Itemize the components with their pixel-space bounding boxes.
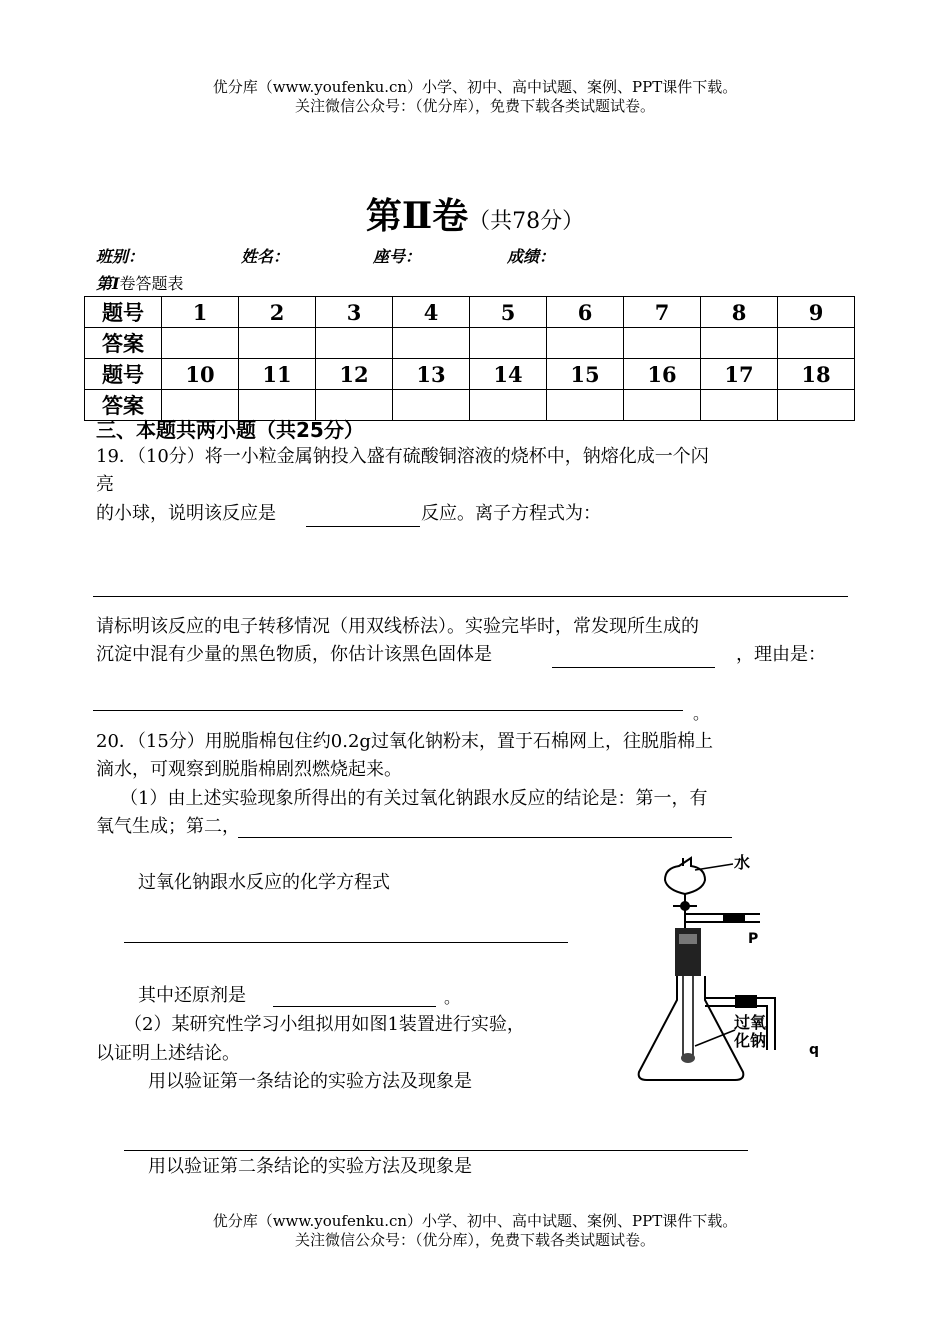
question-number: 13 bbox=[393, 359, 470, 390]
footer-line-1: 优分库（www.youfenku.cn）小学、初中、高中试题、案例、PPT课件下载。 bbox=[212, 1212, 738, 1230]
answer-cell[interactable] bbox=[701, 390, 778, 421]
row-label-answer: 答案 bbox=[85, 328, 162, 359]
stopper-band bbox=[679, 934, 697, 944]
question-number: 5 bbox=[470, 297, 547, 328]
apparatus-figure bbox=[625, 850, 835, 1090]
q19-line-3b: 反应。离子方程式为： bbox=[421, 503, 601, 524]
sodium-peroxide-powder bbox=[681, 1053, 695, 1063]
q20-line-5: 过氧化钠跟水反应的化学方程式 bbox=[138, 872, 390, 893]
q20-line-6a: 其中还原剂是 bbox=[138, 985, 246, 1006]
answer-cell[interactable] bbox=[239, 328, 316, 359]
q20-line-4: 氧气生成；第二， bbox=[96, 816, 240, 837]
table-caption-prefix: 第Ⅰ bbox=[96, 274, 120, 293]
q19-period: 。 bbox=[693, 704, 710, 723]
blank-first-method[interactable] bbox=[124, 1150, 748, 1151]
answer-cell[interactable] bbox=[316, 328, 393, 359]
blank-reason[interactable] bbox=[93, 710, 683, 711]
title-main: 第Ⅱ卷 bbox=[365, 195, 469, 237]
question-number: 9 bbox=[778, 297, 855, 328]
delivery-tube-p bbox=[685, 913, 760, 923]
blank-reducing-agent[interactable] bbox=[273, 1006, 436, 1007]
label-peroxide-2: 化钠 bbox=[734, 1031, 767, 1050]
q20-line-6b: 。 bbox=[444, 988, 461, 1007]
question-number: 11 bbox=[239, 359, 316, 390]
q20-line-10: 用以验证第二条结论的实验方法及现象是 bbox=[148, 1156, 472, 1177]
header-line-2: 关注微信公众号：（优分库），免费下载各类试题试卷。 bbox=[294, 97, 655, 115]
answer-cell[interactable] bbox=[470, 390, 547, 421]
row-label-answer: 答案 bbox=[85, 390, 162, 421]
label-q: q bbox=[809, 1042, 820, 1058]
question-number: 1 bbox=[162, 297, 239, 328]
footer-line-2: 关注微信公众号：（优分库），免费下载各类试题试卷。 bbox=[294, 1231, 655, 1249]
seat-label: 座号： bbox=[373, 247, 422, 266]
page-title bbox=[0, 188, 950, 239]
table-caption-rest: 卷答题表 bbox=[119, 274, 184, 293]
table-row bbox=[85, 328, 855, 359]
q19-line-1: 19．（10分）将一小粒金属钠投入盛有硫酸铜溶液的烧杯中，钠熔化成一个闪 bbox=[96, 446, 709, 467]
question-number: 7 bbox=[624, 297, 701, 328]
q19-line-5a: 沉淀中混有少量的黑色物质，你估计该黑色固体是 bbox=[96, 644, 492, 665]
q20-line-1: 20．（15分）用脱脂棉包住约0.2g过氧化钠粉末，置于石棉网上，往脱脂棉上 bbox=[96, 731, 713, 752]
table-caption bbox=[96, 271, 184, 294]
conical-flask bbox=[639, 976, 744, 1080]
water-pointer bbox=[695, 864, 733, 870]
question-number: 16 bbox=[624, 359, 701, 390]
question-number: 15 bbox=[547, 359, 624, 390]
question-number: 14 bbox=[470, 359, 547, 390]
q19-line-5b: ，理由是： bbox=[736, 644, 826, 665]
label-peroxide-1: 过氧 bbox=[734, 1013, 767, 1032]
answer-cell[interactable] bbox=[701, 328, 778, 359]
title-sub: （共78分） bbox=[468, 209, 585, 234]
q20-line-8: 以证明上述结论。 bbox=[96, 1043, 240, 1064]
question-number: 10 bbox=[162, 359, 239, 390]
question-number: 12 bbox=[316, 359, 393, 390]
question-number: 17 bbox=[701, 359, 778, 390]
answer-cell[interactable] bbox=[470, 328, 547, 359]
blank-black-solid[interactable] bbox=[552, 667, 715, 668]
answer-cell[interactable] bbox=[624, 390, 701, 421]
row-label-number: 题号 bbox=[85, 359, 162, 390]
table-row bbox=[85, 359, 855, 390]
answer-cell[interactable] bbox=[393, 390, 470, 421]
answer-table bbox=[84, 296, 855, 421]
test-tube bbox=[683, 976, 693, 1060]
label-water: 水 bbox=[734, 853, 751, 872]
question-number: 2 bbox=[239, 297, 316, 328]
answer-cell[interactable] bbox=[624, 328, 701, 359]
answer-cell[interactable] bbox=[162, 328, 239, 359]
class-label: 班别： bbox=[96, 247, 145, 266]
answer-cell[interactable] bbox=[547, 328, 624, 359]
question-number: 8 bbox=[701, 297, 778, 328]
question-number: 6 bbox=[547, 297, 624, 328]
q20-line-2: 滴水，可观察到脱脂棉剧烈燃烧起来。 bbox=[96, 759, 402, 780]
section-heading: 三、本题共两小题（共25分） bbox=[96, 418, 364, 442]
q19-line-4: 请标明该反应的电子转移情况（用双线桥法）。实验完毕时，常发现所生成的 bbox=[96, 616, 699, 637]
q20-line-7: （2）某研究性学习小组拟用如图1装置进行实验， bbox=[124, 1014, 525, 1035]
table-row bbox=[85, 297, 855, 328]
name-label: 姓名： bbox=[241, 247, 290, 266]
answer-cell[interactable] bbox=[778, 390, 855, 421]
blank-chemical-equation[interactable] bbox=[124, 942, 568, 943]
blank-reaction-type[interactable] bbox=[306, 526, 420, 527]
answer-cell[interactable] bbox=[778, 328, 855, 359]
question-number: 4 bbox=[393, 297, 470, 328]
blank-second-conclusion[interactable] bbox=[238, 837, 732, 838]
q19-line-3a: 的小球，说明该反应是 bbox=[96, 503, 276, 524]
answer-cell[interactable] bbox=[393, 328, 470, 359]
answer-cell[interactable] bbox=[547, 390, 624, 421]
question-number: 3 bbox=[316, 297, 393, 328]
question-number: 18 bbox=[778, 359, 855, 390]
label-p: P bbox=[748, 931, 759, 947]
q20-line-9: 用以验证第一条结论的实验方法及现象是 bbox=[148, 1071, 472, 1092]
header-line-1: 优分库（www.youfenku.cn）小学、初中、高中试题、案例、PPT课件下载。 bbox=[212, 78, 738, 96]
score-label: 成绩： bbox=[507, 247, 556, 266]
q20-line-3: （1）由上述实验现象所得出的有关过氧化钠跟水反应的结论是：第一，有 bbox=[120, 788, 708, 809]
q19-line-2: 亮 bbox=[96, 474, 114, 495]
blank-ionic-equation[interactable] bbox=[93, 596, 848, 597]
tube-q-joint bbox=[735, 995, 757, 1008]
row-label-number: 题号 bbox=[85, 297, 162, 328]
